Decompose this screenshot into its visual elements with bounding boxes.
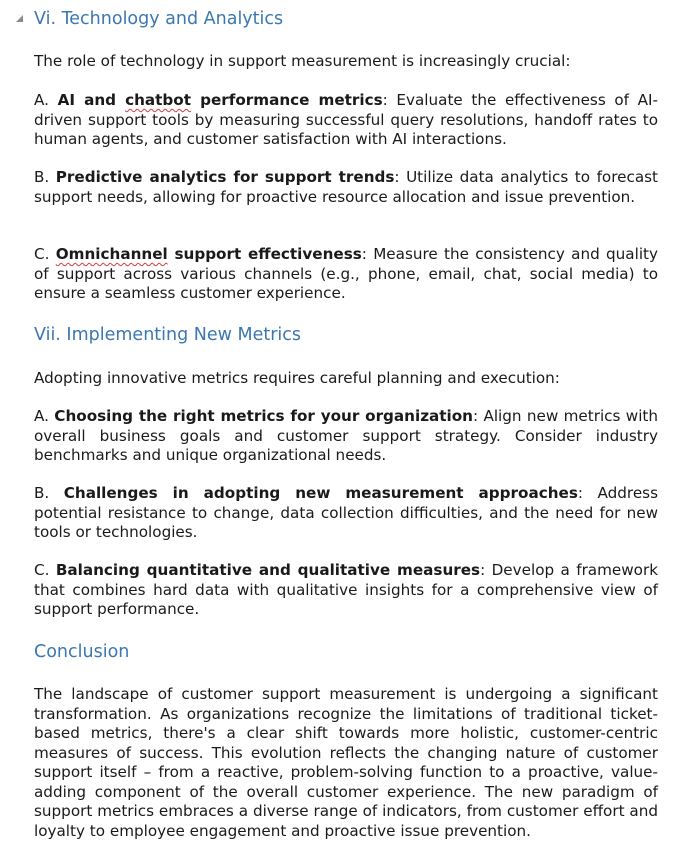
spelling-flagged-word[interactable]: Omnichannel bbox=[55, 245, 168, 263]
item-title: Omnichannel support effectiveness bbox=[55, 245, 362, 263]
item-title: Balancing quantitative and qualitative measures bbox=[55, 561, 481, 579]
item-prefix: B. bbox=[34, 168, 56, 186]
section-7-intro: Adopting innovative metrics requires careful planning and execution: bbox=[34, 369, 560, 387]
item-body: : Develop a framework that combines hard data with qualitative insights for a comprehensive view of support performance. bbox=[34, 561, 659, 618]
section-6-item-b bbox=[34, 168, 658, 207]
conclusion-heading: Conclusion bbox=[34, 642, 130, 662]
section-7-item-c bbox=[34, 561, 658, 620]
item-prefix: A. bbox=[34, 407, 55, 425]
item-title: AI and chatbot performance metrics bbox=[57, 91, 383, 109]
item-prefix: A. bbox=[34, 91, 58, 109]
item-title: Choosing the right metrics for your organization bbox=[54, 407, 473, 425]
section-7-item-a bbox=[34, 407, 658, 466]
item-body: : Utilize data analytics to forecast support needs, allowing for proactive resource allocation and issue prevention. bbox=[34, 168, 658, 206]
item-title: Challenges in adopting new measurement approaches bbox=[63, 484, 578, 502]
section-6-heading: Vi. Technology and Analytics bbox=[34, 9, 284, 29]
collapse-triangle-icon[interactable] bbox=[16, 15, 23, 22]
item-prefix: B. bbox=[34, 484, 64, 502]
item-body: : Measure the consistency and quality of support across various channels (e.g., phone, email, chat, social media) to ensure a seamless customer experience. bbox=[34, 245, 658, 302]
section-7-item-b bbox=[34, 484, 658, 543]
section-6-item-a bbox=[34, 91, 658, 150]
spelling-flagged-word[interactable]: chatbot bbox=[125, 91, 191, 109]
item-body: : Address potential resistance to change, data collection difficulties, and the need for new tools or technologies. bbox=[34, 484, 658, 541]
item-body: : Align new metrics with overall business goals and customer support strategy. Consider industry benchmarks and unique organizational needs. bbox=[34, 407, 658, 464]
section-6-item-c bbox=[34, 245, 658, 304]
item-prefix: C. bbox=[34, 245, 56, 263]
item-title: Predictive analytics for support trends bbox=[55, 168, 395, 186]
section-6-intro: The role of technology in support measurement is increasingly crucial: bbox=[34, 52, 571, 70]
item-prefix: C. bbox=[34, 561, 56, 579]
conclusion-body: The landscape of customer support measurement is undergoing a significant transformation. As organizations recognize the limitations of traditional ticket-based metrics, there's a clear shift towards more holistic, customer-centric measures of success. This evolution reflects the changing nature of customer support itself – from a reactive, problem-solving function to a proactive, value-adding component of the overall customer experience. The new paradigm of support metrics embraces a diverse range of indicators, from customer effort and loyalty to employee engagement and proactive issue prevention. bbox=[34, 685, 658, 840]
section-7-heading: Vii. Implementing New Metrics bbox=[34, 325, 302, 345]
item-body: : Evaluate the effectiveness of AI-driven support tools by measuring successful query resolutions, handoff rates to human agents, and customer satisfaction with AI interactions. bbox=[34, 91, 658, 148]
